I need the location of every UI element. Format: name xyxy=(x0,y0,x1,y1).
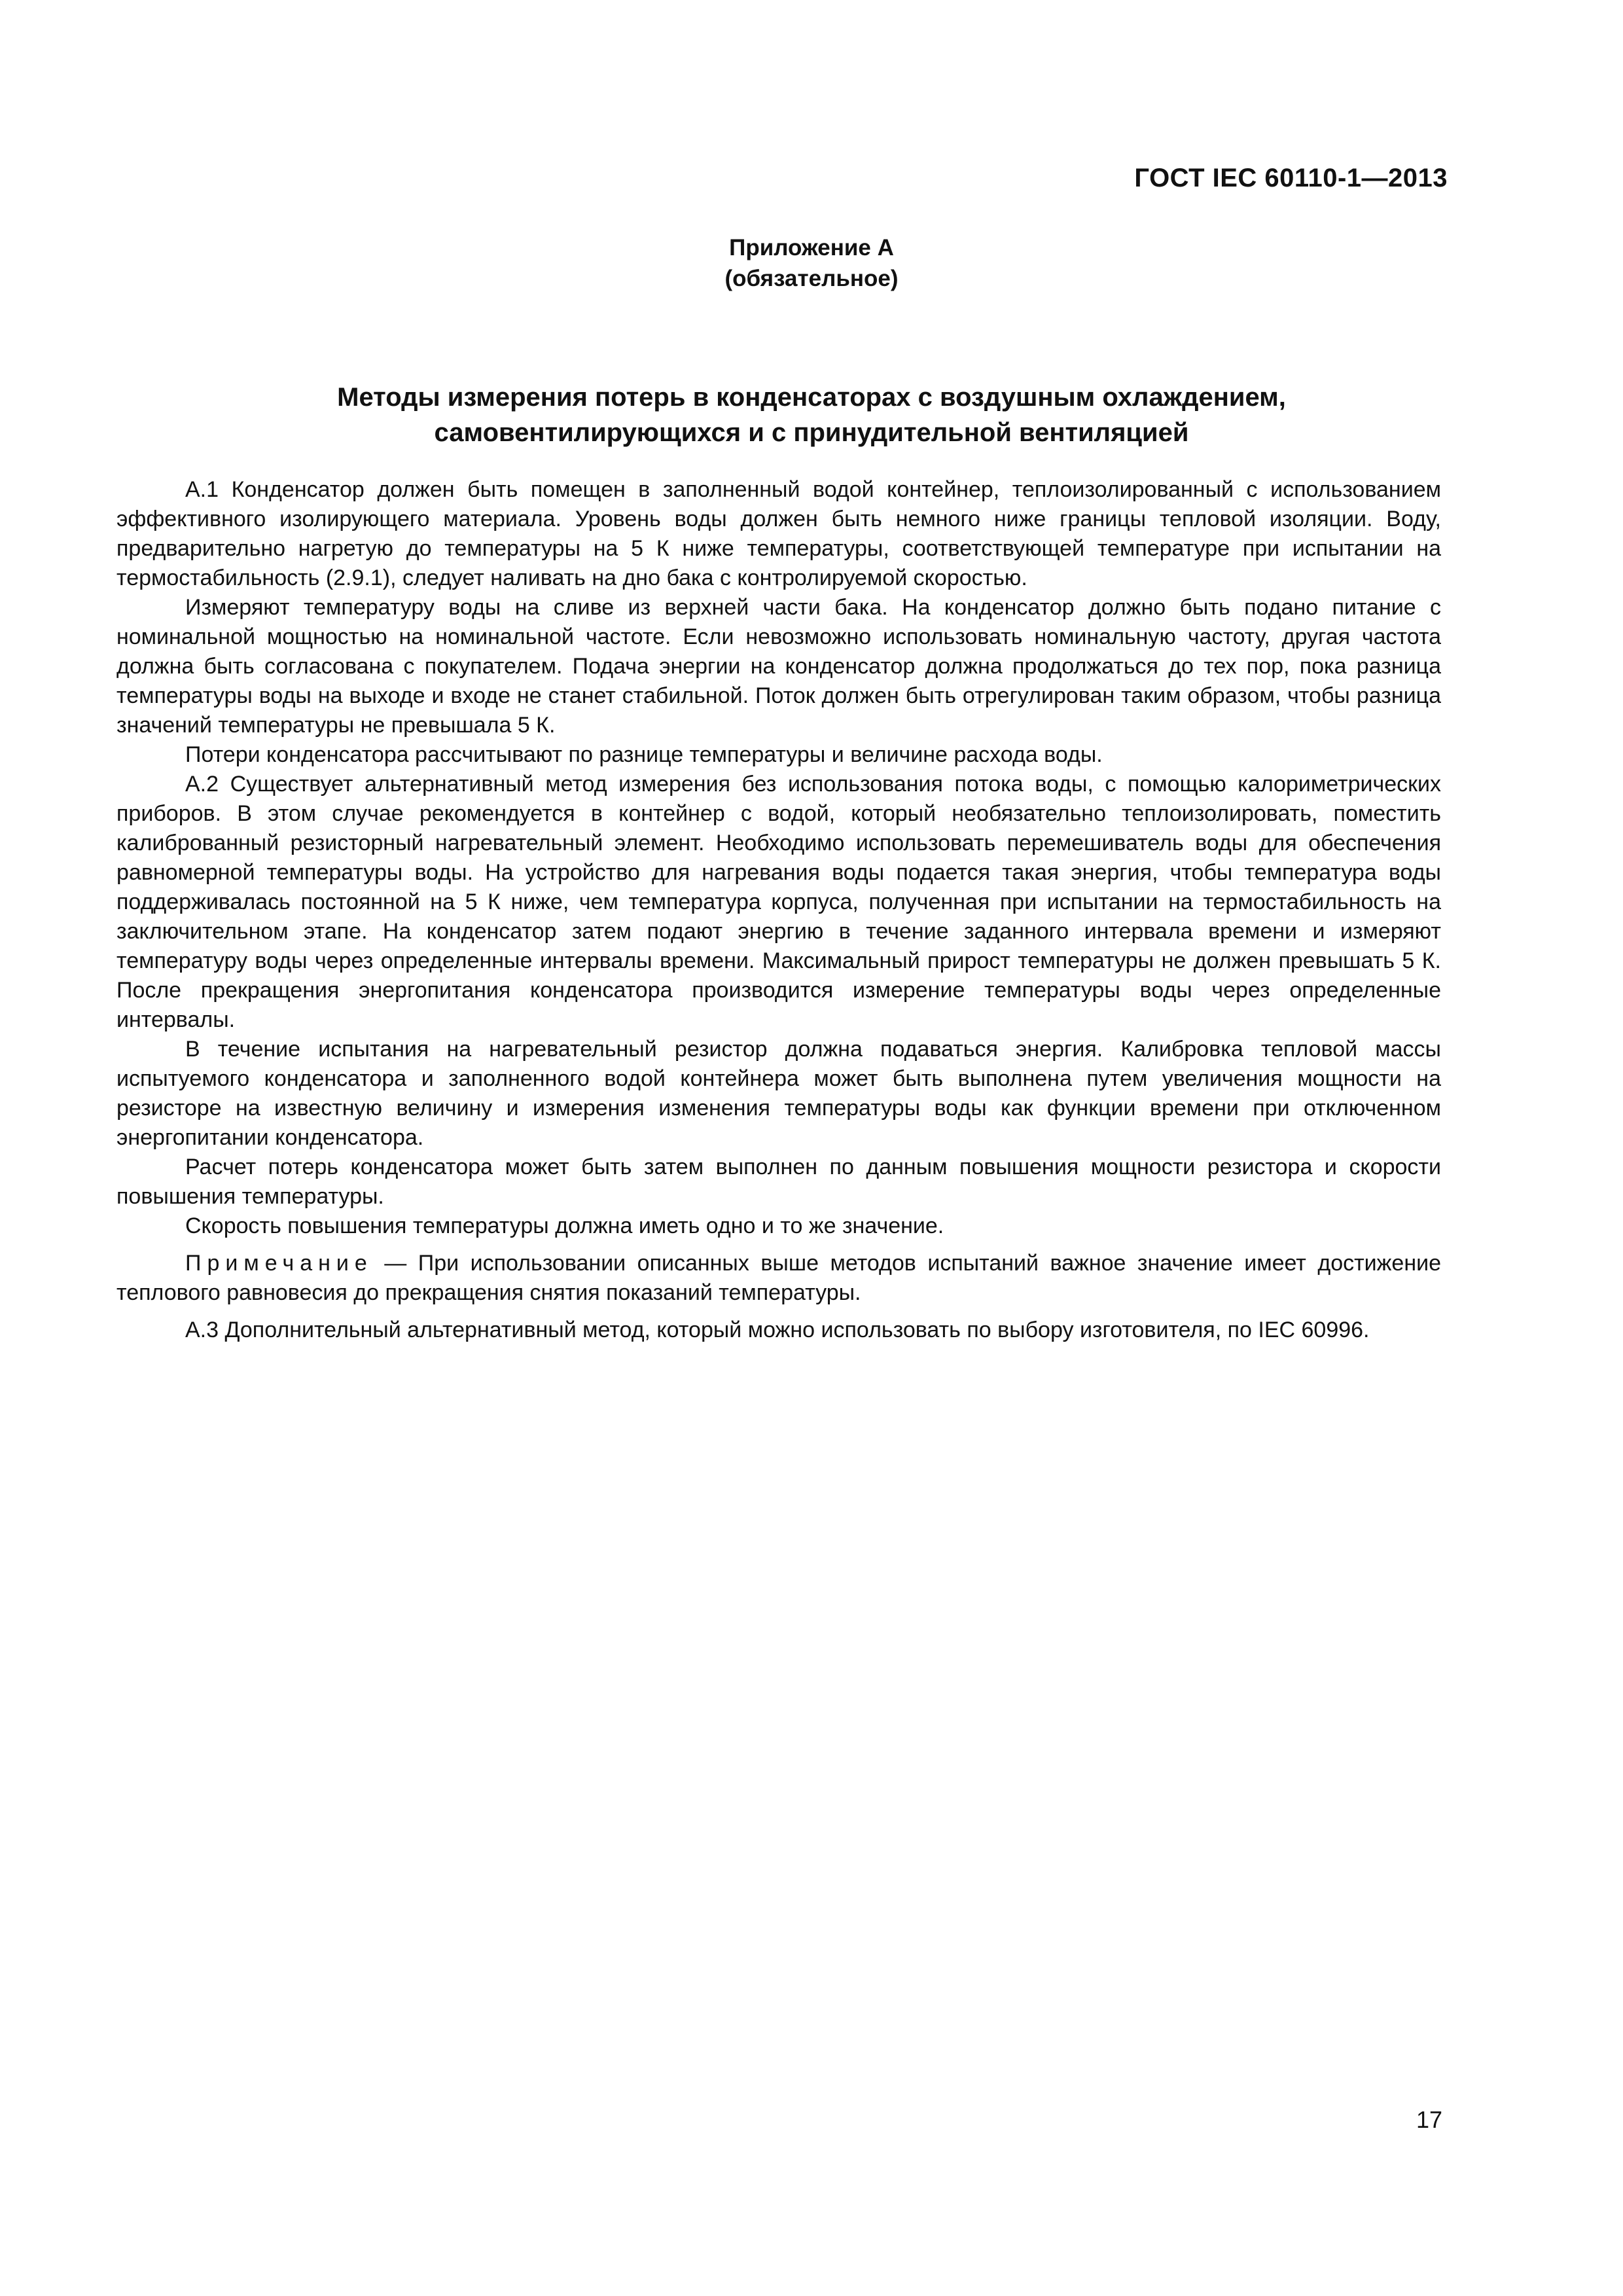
note-text: — При использовании описанных выше методов испытаний важное значение имеет достижение теплового равновесия до прекращения снятия показаний температуры. xyxy=(116,1251,1441,1305)
section-heading-line-2: самовентилирующихся и с принудительной вентиляцией xyxy=(434,418,1189,447)
annex-header xyxy=(0,232,1623,294)
paragraph-a1: А.1 Конденсатор должен быть помещен в заполненный водой контейнер, теплоизолированный с использованием эффективного изолирующего материала. Уровень воды должен быть немного ниже границы тепловой изоляции. Воду, предварительно нагретую до температуры на 5 К ниже температуры, соответствующей температуре при испытании на термостабильность (2.9.1), следует наливать на дно бака с контролируемой скоростью. xyxy=(116,477,1441,590)
page-number: 17 xyxy=(1416,2106,1442,2133)
paragraph-water-temperature: Измеряют температуру воды на сливе из верхней части бака. На конденсатор должно быть подано питание с номинальной мощностью на номинальной частоте. Если невозможно использовать номинальную частоту, другая частота должна быть согласована с покупателем. Подача энергии на конденсатор должна продолжаться до тех пор, пока разница температуры воды на выходе и входе не станет стабильной. Поток должен быть отрегулирован таким образом, чтобы разница значений температуры не превышала 5 К. xyxy=(116,595,1441,738)
annex-status: (обязательное) xyxy=(724,266,899,291)
paragraph-temperature-rate: Скорость повышения температуры должна иметь одно и то же значение. xyxy=(185,1213,944,1238)
paragraph-a2: А.2 Существует альтернативный метод измерения без использования потока воды, с помощью калориметрических приборов. В этом случае рекомендуется в контейнер с водой, который необязательно теплоизолировать, поместить калиброванный резисторный нагревательный элемент. Необходимо использовать перемешиватель воды для обеспечения равномерной температуры воды. На устройство для нагревания воды подается такая энергия, чтобы температура воды поддерживалась постоянной на 5 К ниже, чем температура корпуса, полученная при испытании на термостабильность на заключительном этапе. На конденсатор затем подают энергию в течение заданного интервала времени и измеряют температуру воды через определенные интервалы времени. Максимальный прирост температуры не должен превышать 5 К. После прекращения энергопитания конденсатора производится измерение температуры воды через определенные интервалы. xyxy=(116,772,1441,1032)
section-heading xyxy=(249,380,1374,450)
note xyxy=(116,1249,1441,1308)
paragraph-a3: А.3 Дополнительный альтернативный метод, который можно использовать по выбору изготовителя, по IEC 60996. xyxy=(185,1318,1370,1342)
body-text xyxy=(116,475,1441,1345)
document-number: ГОСТ IEC 60110-1—2013 xyxy=(1134,164,1448,192)
annex-title: Приложение А xyxy=(729,235,894,260)
paragraph-heater-calibration: В течение испытания на нагревательный резистор должна подаваться энергия. Калибровка тепловой массы испытуемого конденсатора и заполненного водой контейнера может быть выполнена путем увеличения мощности на резисторе на известную величину и измерения изменения температуры воды как функции времени при отключенном энергопитании конденсатора. xyxy=(116,1037,1441,1150)
paragraph-loss-from-resistor: Расчет потерь конденсатора может быть затем выполнен по данным повышения мощности резистора и скорости повышения температуры. xyxy=(116,1155,1441,1209)
section-heading-line-1: Методы измерения потерь в конденсаторах с воздушным охлаждением, xyxy=(337,383,1286,412)
note-label: Примечание xyxy=(185,1251,373,1276)
paragraph-loss-calculation: Потери конденсатора рассчитывают по разнице температуры и величине расхода воды. xyxy=(185,742,1103,767)
